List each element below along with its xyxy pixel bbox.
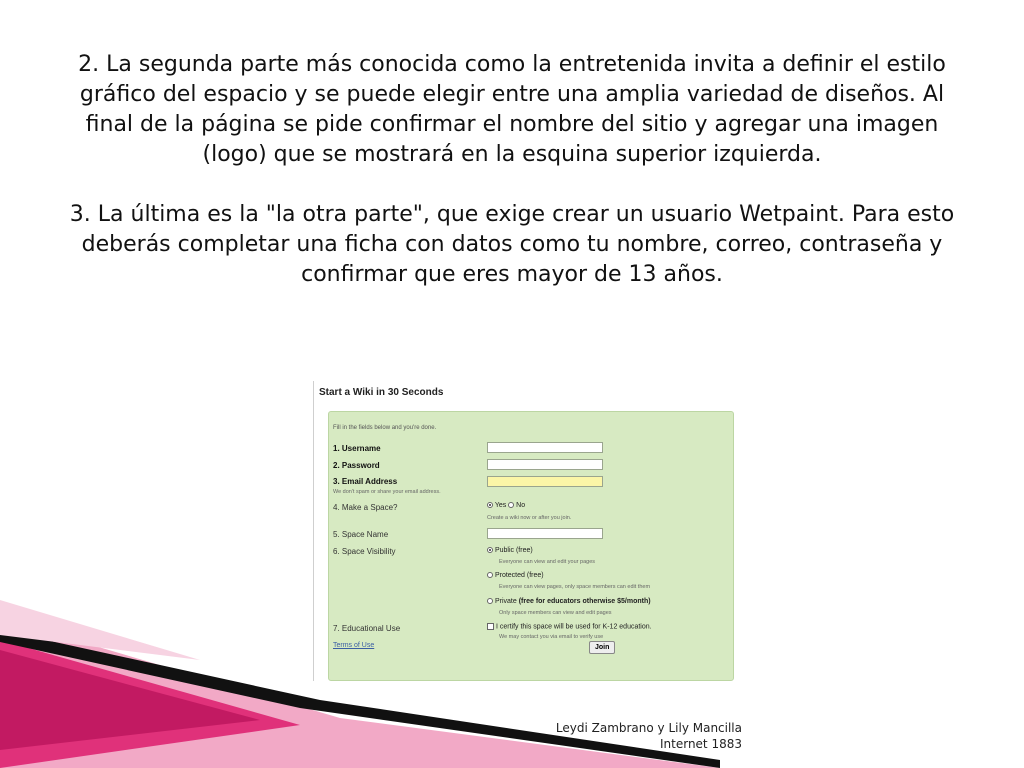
private-hint: Only space members can view and edit pages: [499, 610, 612, 616]
footer-credits: [556, 720, 742, 752]
private-label: Private: [494, 598, 517, 605]
paragraph-3: 3. La última es la "la otra parte", que exige crear un usuario Wetpaint. Para esto deberás completar una ficha con datos como tu nombre, correo, contraseña y confirmar que eres mayor de 13 años.: [69, 202, 955, 287]
space-name-label: 5. Space Name: [333, 530, 389, 539]
public-option: [487, 547, 533, 554]
public-radio[interactable]: [487, 547, 493, 553]
space-name-input[interactable]: [487, 528, 603, 539]
username-label: 1. Username: [333, 444, 381, 453]
make-space-options: [487, 502, 525, 509]
paragraph-2: 2. La segunda parte más conocida como la entretenida invita a definir el estilo gráfico del espacio y se puede elegir entre una amplia variedad de diseños. Al final de la página se pide confirmar el nombre del sitio y agregar una imagen (logo) que se mostrará en la esquina superior izquierda.: [78, 52, 946, 167]
educational-use-label: 7. Educational Use: [333, 624, 401, 633]
protected-hint: Everyone can view pages, only space members can edit them: [499, 584, 651, 590]
no-label: No: [516, 502, 526, 509]
public-hint: Everyone can view and edit your pages: [499, 559, 596, 565]
space-visibility-label: 6. Space Visibility: [333, 547, 396, 556]
slide-body-text: [60, 50, 964, 290]
protected-option: [487, 572, 544, 579]
email-input[interactable]: [487, 476, 603, 487]
educational-check-label: I certify this space will be used for K-12 education.: [495, 623, 652, 631]
join-button[interactable]: Join: [589, 641, 615, 654]
yes-label: Yes: [494, 502, 507, 509]
educational-hint: We may contact you via email to verify use: [499, 634, 604, 640]
form-title: Start a Wiki in 30 Seconds: [319, 387, 444, 398]
protected-label: Protected (free): [494, 572, 544, 579]
email-label: 3. Email Address: [333, 477, 398, 486]
make-space-label: 4. Make a Space?: [333, 503, 398, 512]
form-intro: Fill in the fields below and you're done.: [333, 425, 437, 431]
footer-authors: Leydi Zambrano y Lily Mancilla: [555, 721, 742, 735]
make-space-hint: Create a wiki now or after you join.: [487, 515, 572, 521]
password-label: 2. Password: [333, 461, 380, 470]
password-input[interactable]: [487, 459, 603, 470]
protected-radio[interactable]: [487, 572, 493, 578]
private-extra: (free for educators otherwise $5/month): [518, 598, 651, 605]
public-label: Public (free): [494, 547, 533, 554]
email-hint: We don't spam or share your email address.: [333, 489, 441, 495]
username-input[interactable]: [487, 442, 603, 453]
terms-of-use-link[interactable]: Terms of Use: [333, 642, 375, 649]
footer-course: Internet 1883: [659, 737, 742, 751]
no-radio[interactable]: [508, 502, 514, 508]
yes-radio[interactable]: [487, 502, 493, 508]
